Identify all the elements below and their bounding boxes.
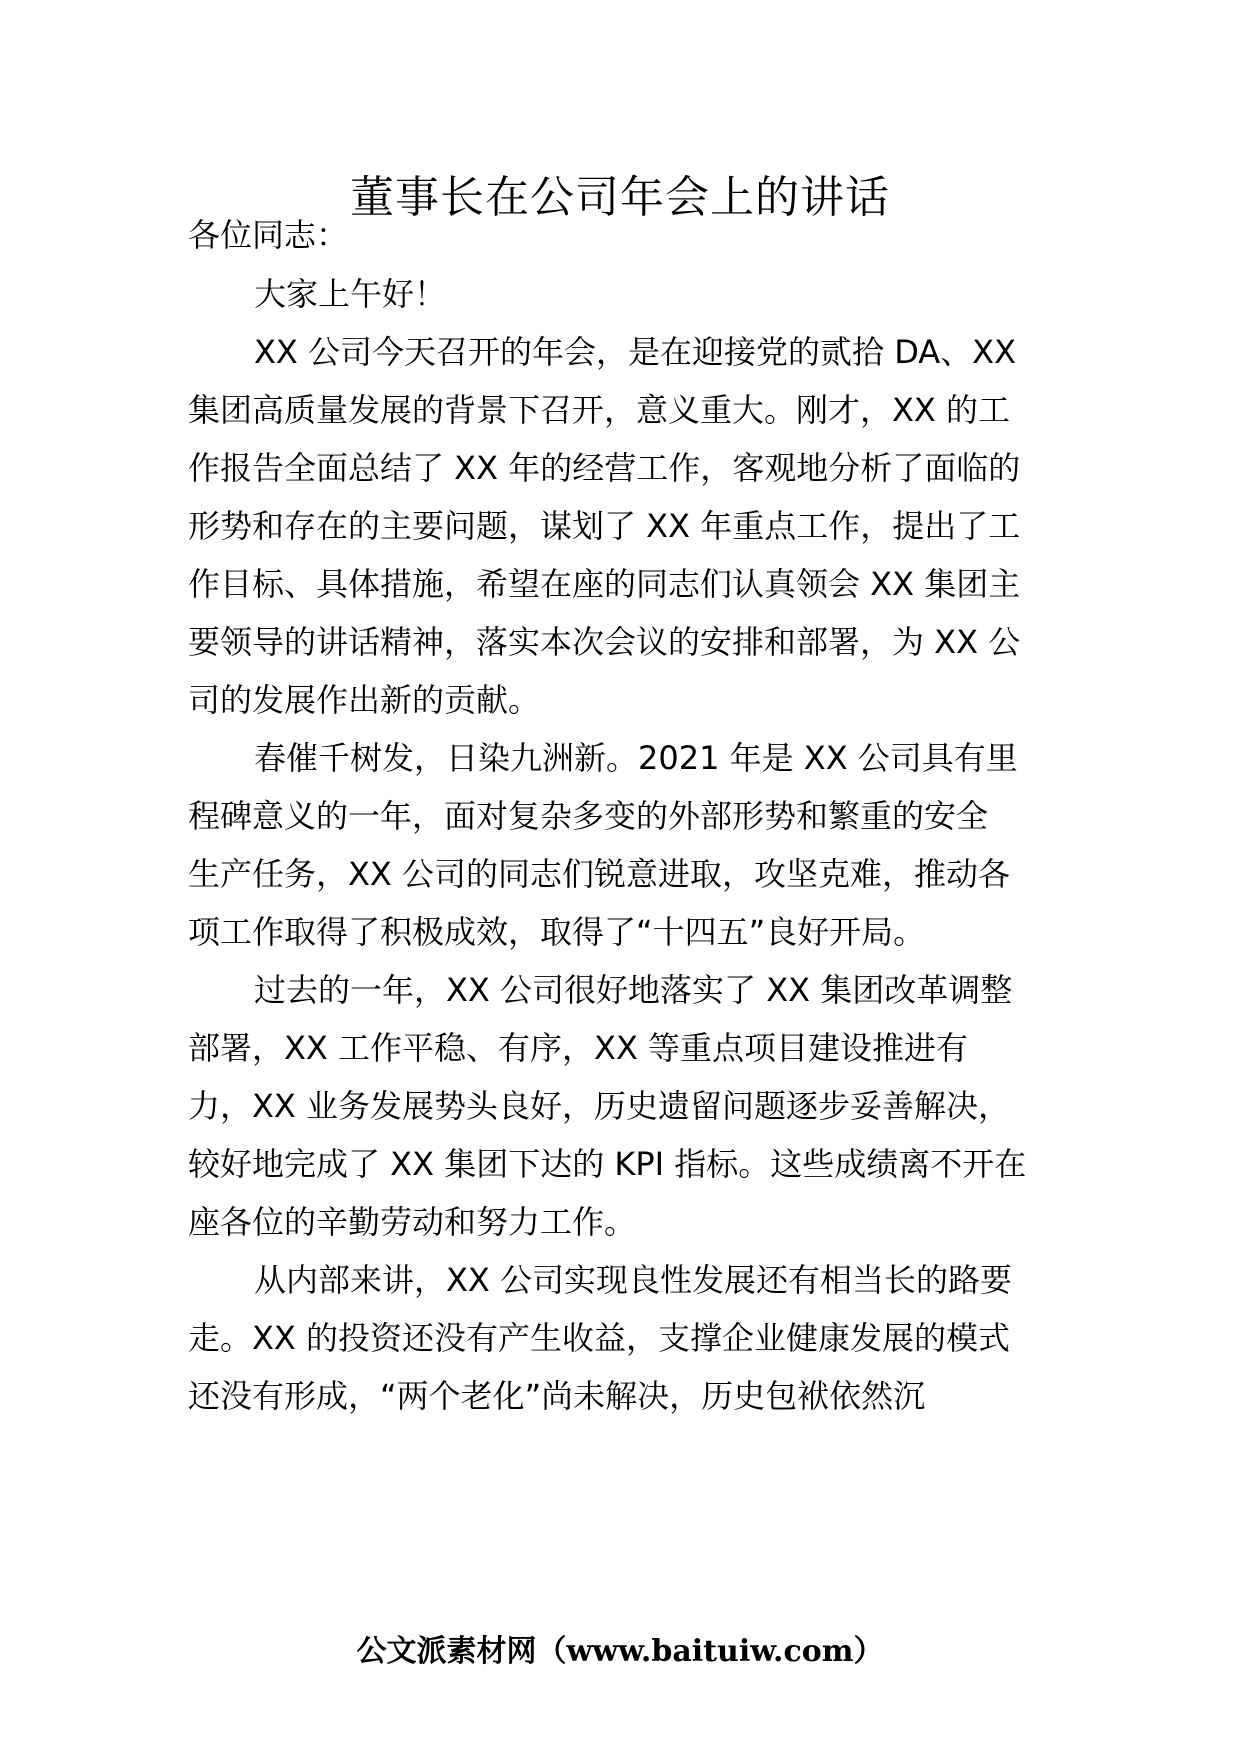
greeting-line: 大家上午好！ <box>254 275 447 313</box>
body-line: 较好地完成了 XX 集团下达的 KPI 指标。这些成绩离不开在 <box>188 1145 1027 1183</box>
body-line: 部署，XX 工作平稳、有序，XX 等重点项目建设推进有 <box>188 1029 969 1067</box>
body-line: 座各位的辛勤劳动和努力工作。 <box>188 1203 637 1241</box>
body-line: 项工作取得了积极成效，取得了“十四五”良好开局。 <box>188 913 926 951</box>
body-line: 作报告全面总结了 XX 年的经营工作，客观地分析了面临的 <box>188 449 1021 487</box>
footer-watermark: 公文派素材网（www.baituiw.com） <box>356 1634 884 1669</box>
body-line: 从内部来讲，XX 公司实现良性发展还有相当长的路要 <box>254 1261 1013 1299</box>
body-line: 要领导的讲话精神，落实本次会议的安排和部署，为 XX 公 <box>188 623 1021 661</box>
body-line: 作目标、具体措施，希望在座的同志们认真领会 XX 集团主 <box>188 565 1021 603</box>
body-line: 形势和存在的主要问题，谋划了 XX 年重点工作，提出了工 <box>188 507 1021 545</box>
body-line: 还没有形成，“两个老化”尚未解决，历史包袱依然沉 <box>188 1377 926 1415</box>
body-line: 春催千树发，日染九洲新。2021 年是 XX 公司具有里 <box>254 739 1018 777</box>
body-line: 程碑意义的一年，面对复杂多变的外部形势和繁重的安全 <box>188 797 989 835</box>
body-line: 过去的一年，XX 公司很好地落实了 XX 集团改革调整 <box>254 971 1013 1009</box>
salutation-line: 各位同志： <box>188 216 349 254</box>
body-line: 集团高质量发展的背景下召开，意义重大。刚才，XX 的工 <box>188 391 1011 429</box>
body-line: 生产任务，XX 公司的同志们锐意进取，攻坚克难，推动各 <box>188 855 1011 893</box>
body-line: 司的发展作出新的贡献。 <box>188 681 541 719</box>
body-line: 走。XX 的投资还没有产生收益，支撑企业健康发展的模式 <box>188 1319 1011 1357</box>
body-line: XX 公司今天召开的年会，是在迎接党的贰拾 DA、XX <box>254 333 1017 371</box>
body-line: 力，XX 业务发展势头良好，历史遗留问题逐步妥善解决， <box>188 1087 1011 1125</box>
document-title: 董事长在公司年会上的讲话 <box>350 172 890 223</box>
